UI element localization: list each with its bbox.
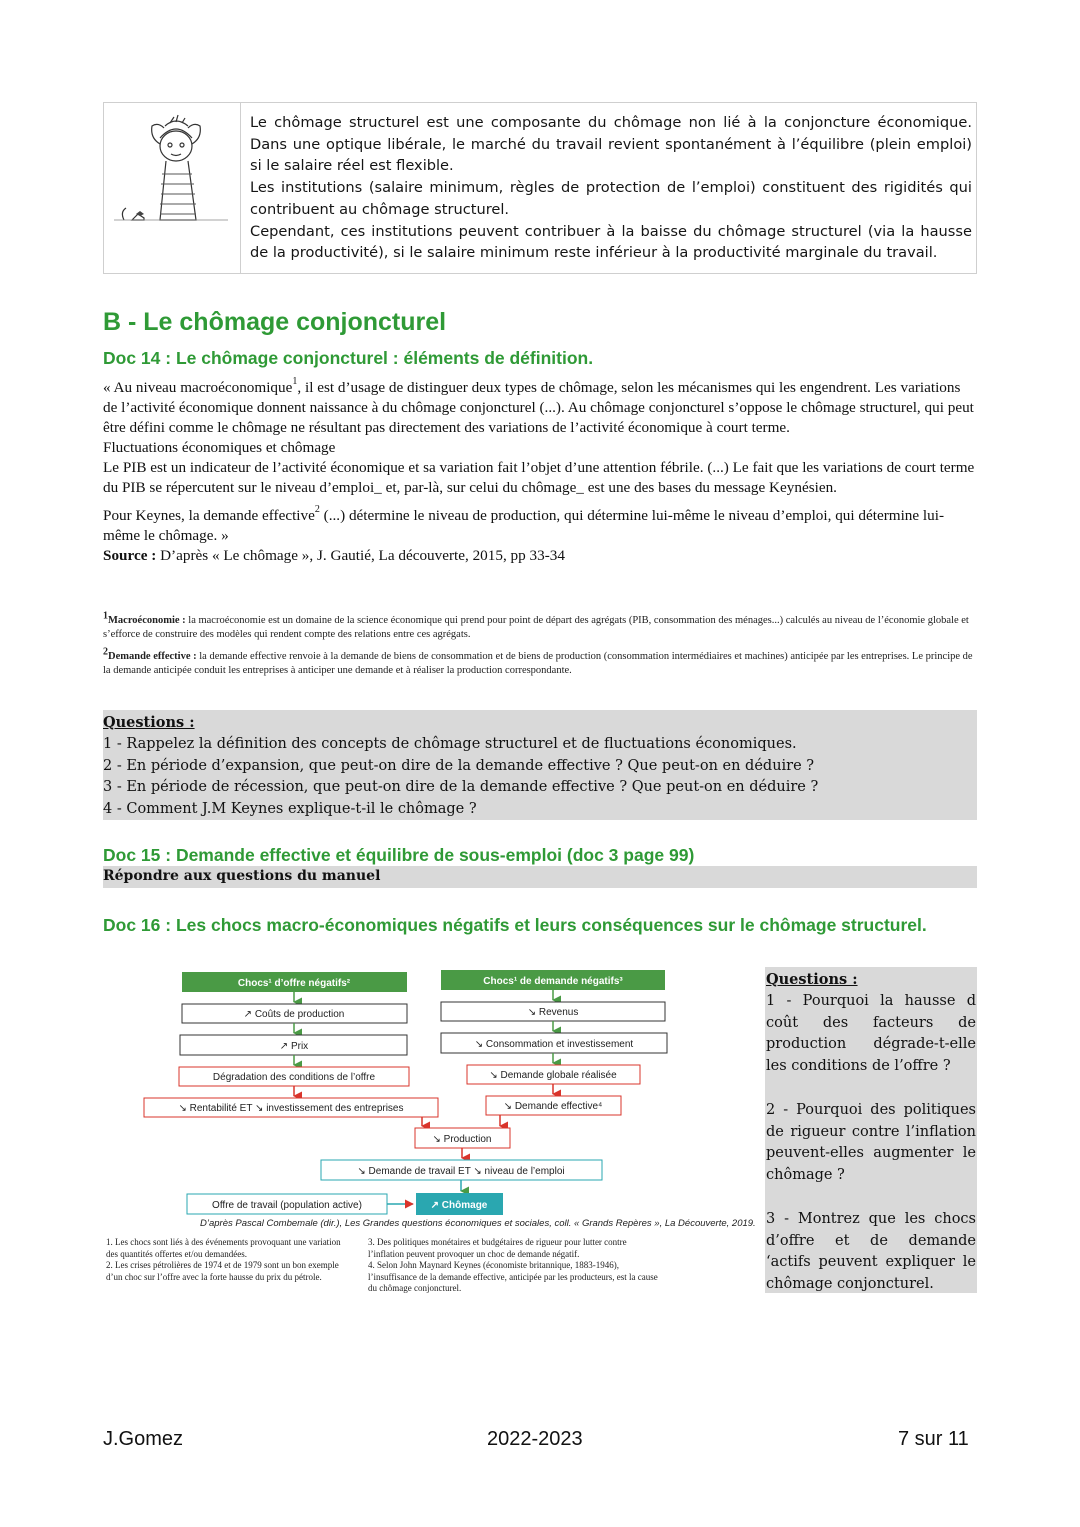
footnote-1-term: Macroéconomie : xyxy=(108,615,186,626)
doc14-question-1: 1 - Rappelez la définition des concepts de chômage structurel et de fluctuations économiques. xyxy=(103,735,797,752)
production-costs-label: ↗ Coûts de production xyxy=(243,1009,345,1020)
diagram-note-3: 3. Des politiques monétaires et budgétaires de rigueur pour lutter contre l’inflation peuvent provoquer un choc de demande négatif. xyxy=(368,1237,627,1259)
summary-line-1: Le chômage structurel est une composante du chômage non lié à la conjoncture économique. Dans une optique libérale, le marché du travail revient spontanément à l’équilibre (plein emploi) si le salaire réel est flexible. xyxy=(250,114,972,175)
diagram-note-4: 4. Selon John Maynard Keynes (économiste britannique, 1883-1946), l’insuffisance de la demande effective, anticipée par les producteurs, est la cause du chômage conjoncturel. xyxy=(368,1260,658,1293)
effective-demand-label: ↘ Demande effective⁴ xyxy=(503,1101,603,1112)
footer-year: 2022-2023 xyxy=(487,1428,583,1450)
supply-shock-label: Chocs¹ d’offre négatifs² xyxy=(237,978,351,989)
doc14-body xyxy=(103,375,975,566)
footer-page: 7 sur 11 xyxy=(898,1428,969,1450)
doc14-p4-end: (...) détermine le niveau de production, qui détermine lui-même le niveau d’emploi, qui détermine lui- même le chômage. » xyxy=(103,507,945,544)
doc14-source xyxy=(103,546,975,566)
doc16-question-2: 2 - Pourquoi des politiques de rigueur contre l’inflation peuvent-elles augmenter le chômage ? xyxy=(766,1101,976,1184)
diagram-note-2: 2. Les crises pétrolières de 1974 et de 1979 sont un bon exemple d’un choc sur l’offre avec la forte hausse du prix du pétrole. xyxy=(106,1260,339,1282)
footnote-1-text: la macroéconomie est un domaine de la science économique qui prend pour point de départ des agrégats (PIB, consommation des ménages...) calculés au niveau de l’économie globale et s’efforce de construire des modèles qui rendent compte des relations entre ces agrégats. xyxy=(103,615,969,640)
thinking-person-illustration xyxy=(110,108,234,234)
doc14-paragraph-4 xyxy=(103,503,975,546)
footnote-2-number: 2 xyxy=(103,646,108,658)
doc14-questions-box xyxy=(103,710,977,820)
footer-author: J.Gomez xyxy=(103,1428,184,1450)
footnote-2-text: la demande effective renvoie à la demande de biens de consommation et de biens de production (consommation intermédiaires et machines) anticipée par les entreprises. Le principe de la demande anticipée conduit les entreprises à anticiper une demande et à réaliser la production correspondante. xyxy=(103,651,973,676)
doc14-questions-heading: Questions : xyxy=(103,714,195,731)
demand-shock-label: Chocs¹ de demande négatifs³ xyxy=(483,976,623,987)
doc14-questions xyxy=(103,712,973,821)
doc14-paragraph-2: Fluctuations économiques et chômage xyxy=(103,439,336,456)
footnote-2 xyxy=(103,646,975,677)
doc14-title: Doc 14 : Le chômage conjoncturel : éléments de définition. xyxy=(103,348,594,368)
doc14-question-3: 3 - En période de récession, que peut-on dire de la demande effective ? Que peut-on en déduire ? xyxy=(103,779,819,796)
income-label: ↘ Revenus xyxy=(527,1007,579,1018)
unemployment-label: ↗ Chômage xyxy=(430,1200,488,1211)
doc15-instruction: Répondre aux questions du manuel xyxy=(103,868,381,884)
aggregate-demand-label: ↘ Demande globale réalisée xyxy=(489,1070,617,1081)
doc14-p1-end: , il est d’usage de distinguer deux types de chômage, selon les mécanismes qui les engendrent. Les variations de l’activité économique donnent naissance à du chômage conjoncturel (...). Au chômage conjoncturel s’oppose le chômage structurel, qui peut être défini comme le chômage ne résultant pas directement des variations de l’activité économique à court terme. xyxy=(103,379,974,436)
footnote-ref-2: 2 xyxy=(314,503,320,515)
doc16-question-3: 3 - Montrez que les chocs d’offre et de demande ‘actifs peuvent expliquer le chômage conjoncturel. xyxy=(766,1210,976,1293)
doc14-paragraph-3: Le PIB est un indicateur de l’activité économique et sa variation fait l’objet d’une attention fébrile. (...) Le fait que les variations de court terme du PIB se répercutent sur le niveau d’emploi_ et, par-là, sur celui du chômage_ est une des bases du message Keynésien. xyxy=(103,459,975,496)
doc14-p1-start: « Au niveau macroéconomique xyxy=(103,379,293,396)
doc15-title: Doc 15 : Demande effective et équilibre de sous-emploi (doc 3 page 99) xyxy=(103,845,695,865)
doc14-question-4: 4 - Comment J.M Keynes explique-t-il le chômage ? xyxy=(103,801,477,818)
summary-line-3: Cependant, ces institutions peuvent contribuer à la baisse du chômage structurel (via la hausse de la productivité), si le salaire minimum reste inférieur à la productivité marginale du travail. xyxy=(250,222,972,262)
doc16-questions xyxy=(766,969,976,1296)
doc16-questions-box xyxy=(765,967,977,1293)
source-label: Source : xyxy=(103,547,157,564)
footnote-1-number: 1 xyxy=(103,610,108,622)
diagram-source: D’après Pascal Combemale (dir.), Les Grandes questions économiques et sociales, coll. « Grands Repères », La Découverte, 2019. xyxy=(200,1218,756,1229)
section-title: B - Le chômage conjoncturel xyxy=(103,308,447,336)
production-label: ↘ Production xyxy=(432,1134,492,1145)
diagram-note-1: 1. Les chocs sont liés à des événements provoquant une variation des quantités offertes et/ou demandées. xyxy=(106,1237,341,1259)
summary-divider xyxy=(240,102,241,274)
footnote-ref-1: 1 xyxy=(292,375,298,387)
consumption-label: ↘ Consommation et investissement xyxy=(474,1039,634,1050)
labour-demand-label: ↘ Demande de travail ET ↘ niveau de l’emploi xyxy=(357,1166,565,1177)
doc14-p4-start: Pour Keynes, la demande effective xyxy=(103,507,315,524)
doc16-questions-heading: Questions : xyxy=(766,971,858,988)
footnote-1 xyxy=(103,610,975,641)
diagram-notes-left xyxy=(106,1237,346,1283)
prices-label: ↗ Prix xyxy=(279,1041,309,1052)
supply-conditions-label: Dégradation des conditions de l’offre xyxy=(212,1072,376,1083)
doc14-question-2: 2 - En période d’expansion, que peut-on dire de la demande effective ? Que peut-on en déduire ? xyxy=(103,757,815,774)
doc14-footnotes xyxy=(103,610,975,677)
summary-line-2: Les institutions (salaire minimum, règles de protection de l’emploi) constituent des rigidités qui contribuent au chômage structurel. xyxy=(250,179,972,218)
doc14-paragraph-1 xyxy=(103,375,975,438)
summary-text xyxy=(250,112,972,264)
footnote-2-term: Demande effective : xyxy=(108,651,197,662)
doc16-question-1: 1 - Pourquoi la hausse d coût des facteurs de production dégrade-t-elle les conditions de l’offre ? xyxy=(766,992,976,1075)
diagram-notes-right xyxy=(368,1237,658,1295)
source-text: D’après « Le chômage », J. Gautié, La découverte, 2015, pp 33-34 xyxy=(156,547,565,564)
doc16-title: Doc 16 : Les chocs macro-économiques négatifs et leurs conséquences sur le chômage structurel. xyxy=(103,915,927,935)
labour-supply-label: Offre de travail (population active) xyxy=(212,1200,362,1211)
profitability-label: ↘ Rentabilité ET ↘ investissement des entreprises xyxy=(178,1103,404,1114)
